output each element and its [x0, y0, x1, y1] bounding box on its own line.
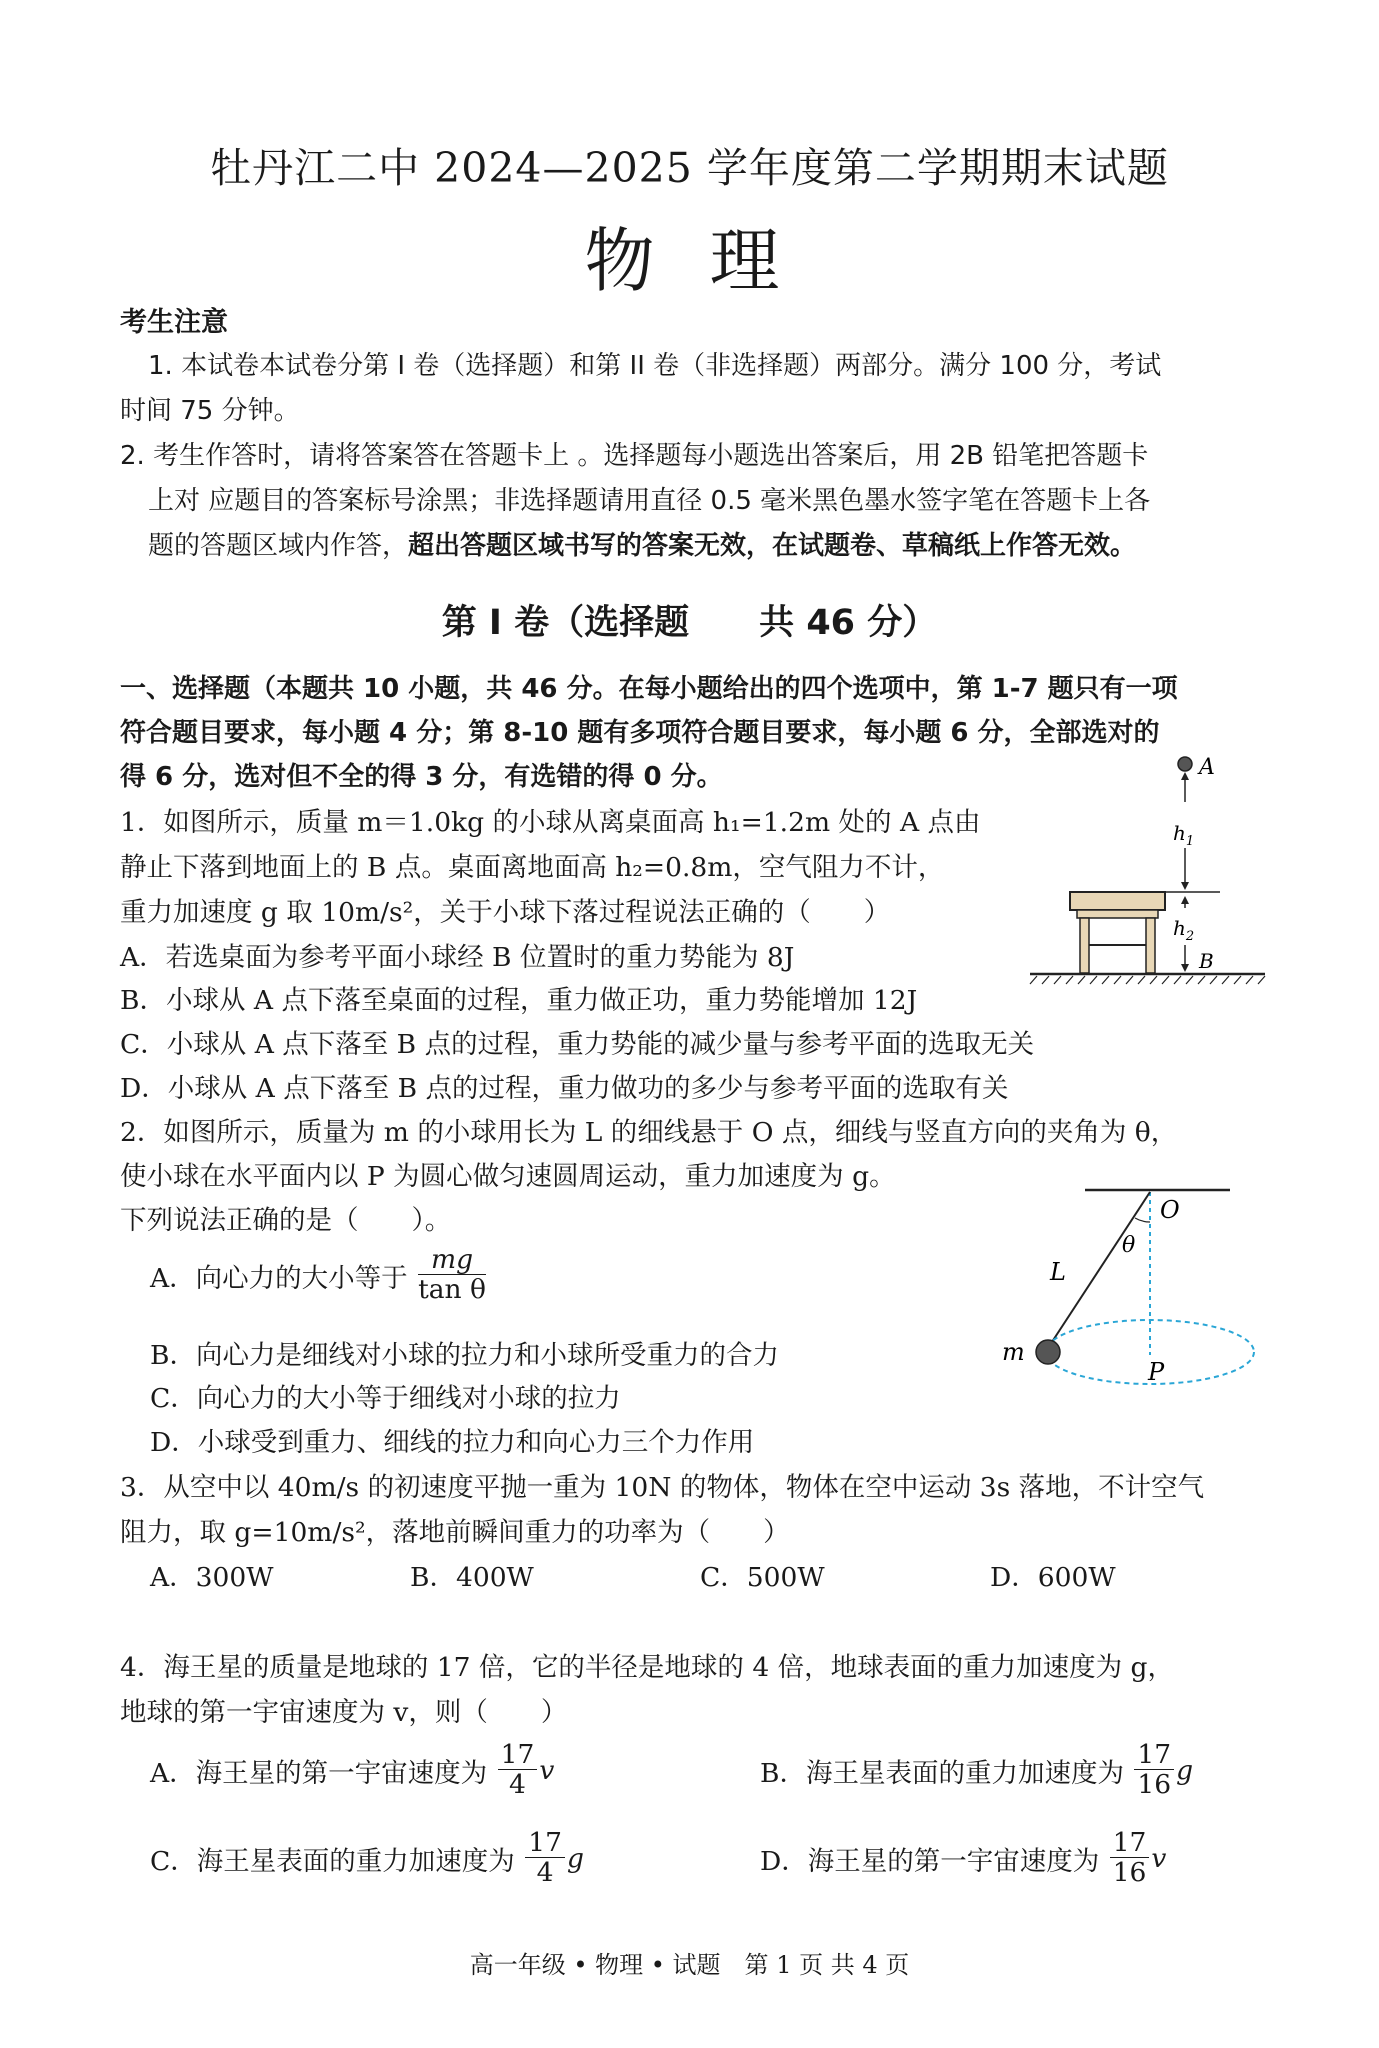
q2-option-c: C．向心力的大小等于细线对小球的拉力	[150, 1383, 621, 1414]
q2-option-a-fraction	[418, 1245, 486, 1306]
q4-option-b-denominator: 16	[1137, 1769, 1172, 1801]
q2-stem-line1: 2．如图所示，质量为 m 的小球用长为 L 的细线悬于 O 点，细线与竖直方向的夹角为 θ，	[120, 1117, 1178, 1148]
q4-option-a-denominator: 4	[509, 1769, 526, 1801]
q4-option-d-fraction	[1110, 1828, 1150, 1889]
q4-option-c-fraction	[525, 1828, 565, 1889]
notice-item2-line1: 2. 考生作答时，请将答案答在答题卡上 。选择题每小题选出答案后，用 2B 铅笔把答题卡	[120, 441, 1149, 471]
q1-stem-line1: 1．如图所示，质量 m＝1.0kg 的小球从离桌面高 h₁=1.2m 处的 A 点由	[120, 807, 981, 838]
q4-option-c	[150, 1828, 584, 1889]
section1-instr-line1: 一、选择题（本题共 10 小题，共 46 分。在每小题给出的四个选项中，第 1-7 题只有一项	[120, 674, 1178, 704]
notice-item1-line2: 时间 75 分钟。	[120, 396, 300, 426]
q4-stem-line1: 4．海王星的质量是地球的 17 倍，它的半径是地球的 4 倍，地球表面的重力加速度为 g，	[120, 1652, 1175, 1683]
q4-stem-line2: 地球的第一宇宙速度为 v，则（ ）	[120, 1697, 568, 1728]
q4-option-d	[760, 1828, 1166, 1889]
q4-option-b-var: g	[1176, 1754, 1194, 1786]
q4-option-c-denominator: 4	[536, 1857, 554, 1889]
q4-option-d-var: v	[1151, 1842, 1167, 1874]
q3-option-d: D．600W	[990, 1562, 1116, 1593]
q1-option-b: B．小球从 A 点下落至桌面的过程，重力做正功，重力势能增加 12J	[120, 985, 918, 1016]
q1-table-top	[1070, 892, 1165, 910]
section1-title: 第 I 卷（选择题 共 46 分）	[441, 603, 938, 643]
q3-option-b: B．400W	[410, 1562, 534, 1593]
q4-option-d-denominator: 16	[1112, 1857, 1147, 1889]
q3-stem-line1: 3．从空中以 40m/s 的初速度平抛一重为 10N 的物体，物体在空中运动 3s 落地，不计空气	[120, 1472, 1205, 1503]
q1-label-a: A	[1199, 755, 1215, 780]
q3-option-a: A．300W	[150, 1562, 274, 1593]
q1-label-h1: $h_1$	[1173, 821, 1195, 849]
q1-label-b: B	[1199, 949, 1214, 973]
q4-option-a-text: A．海王星的第一宇宙速度为	[150, 1757, 488, 1789]
q1-option-a: A．若选桌面为参考平面小球经 B 位置时的重力势能为 8J	[120, 942, 795, 973]
q2-option-a-text: A．向心力的大小等于	[150, 1262, 408, 1294]
q2-label-p: P	[1148, 1358, 1165, 1386]
q2-figure	[990, 1180, 1280, 1410]
exam-subject: 物理	[584, 220, 835, 302]
q1-label-h2: $h_2$	[1173, 916, 1195, 944]
q2-label-l: L	[1050, 1258, 1066, 1286]
q2-label-theta: θ	[1122, 1233, 1136, 1258]
q1-stem-line2: 静止下落到地面上的 B 点。桌面离地面高 h₂=0.8m，空气阻力不计，	[120, 852, 945, 883]
q2-ball	[1036, 1340, 1060, 1364]
page-footer: 高一年级 • 物理 • 试题 第 1 页 共 4 页	[469, 1951, 910, 1979]
q1-ball	[1178, 757, 1192, 771]
q2-label-o: O	[1160, 1196, 1180, 1224]
q2-option-a	[150, 1245, 488, 1306]
notice-heading: 考生注意	[120, 307, 228, 338]
q1-stem-line3: 重力加速度 g 取 10m/s²，关于小球下落过程说法正确的（ ）	[120, 897, 891, 928]
q2-stem-line3: 下列说法正确的是（ ）。	[120, 1205, 452, 1236]
q4-option-b	[760, 1740, 1193, 1801]
q1-option-d: D．小球从 A 点下落至 B 点的过程，重力做功的多少与参考平面的选取有关	[120, 1073, 1009, 1104]
q1-option-c: C．小球从 A 点下落至 B 点的过程，重力势能的减少量与参考平面的选取无关	[120, 1029, 1035, 1060]
section1-instr-line3: 得 6 分，选对但不全的得 3 分，有选错的得 0 分。	[120, 762, 723, 792]
notice-item1-line1: 1. 本试卷本试卷分第 I 卷（选择题）和第 II 卷（非选择题）两部分。满分 100 分，考试	[148, 351, 1162, 381]
q2-option-a-denominator: tan θ	[418, 1274, 486, 1306]
notice-item2-line3-normal: 题的答题区域内作答，	[148, 531, 409, 561]
q4-option-b-fraction	[1134, 1740, 1174, 1801]
q4-option-d-text: D．海王星的第一宇宙速度为	[760, 1845, 1100, 1877]
q2-stem-line2: 使小球在水平面内以 P 为圆心做匀速圆周运动，重力加速度为 g。	[120, 1161, 896, 1192]
q4-option-c-text: C．海王星表面的重力加速度为	[150, 1845, 515, 1877]
section1-instr-line2: 符合题目要求，每小题 4 分；第 8-10 题有多项符合题目要求，每小题 6 分，全部选对的	[120, 718, 1160, 748]
q4-option-b-numerator: 17	[1134, 1740, 1174, 1770]
q4-option-c-numerator: 17	[525, 1828, 565, 1858]
q4-option-a-fraction	[498, 1740, 538, 1801]
q4-option-a	[150, 1740, 554, 1801]
q2-option-b: B．向心力是细线对小球的拉力和小球所受重力的合力	[150, 1340, 779, 1371]
q1-figure	[1015, 750, 1275, 990]
q4-option-a-var: v	[539, 1754, 555, 1786]
notice-item2-line2: 上对 应题目的答案标号涂黑；非选择题请用直径 0.5 毫米黑色墨水签字笔在答题卡上各	[148, 486, 1151, 516]
q4-option-c-var: g	[566, 1842, 584, 1874]
q4-option-d-numerator: 17	[1110, 1828, 1150, 1858]
notice-item2-line3-bold: 超出答题区域书写的答案无效，在试题卷、草稿纸上作答无效。	[408, 531, 1137, 561]
q3-stem-line2: 阻力，取 g=10m/s²，落地前瞬间重力的功率为（ ）	[120, 1517, 790, 1548]
q2-label-m: m	[1002, 1338, 1025, 1366]
q2-option-a-numerator: mg	[418, 1245, 486, 1275]
exam-title: 牡丹江二中 2024—2025 学年度第二学期期末试题	[210, 144, 1169, 192]
q2-option-d: D．小球受到重力、细线的拉力和向心力三个力作用	[150, 1427, 755, 1458]
q4-option-b-text: B．海王星表面的重力加速度为	[760, 1757, 1124, 1789]
q3-option-c: C．500W	[700, 1562, 825, 1593]
notice-item2-line3	[148, 525, 1136, 562]
q4-option-a-numerator: 17	[498, 1740, 538, 1770]
